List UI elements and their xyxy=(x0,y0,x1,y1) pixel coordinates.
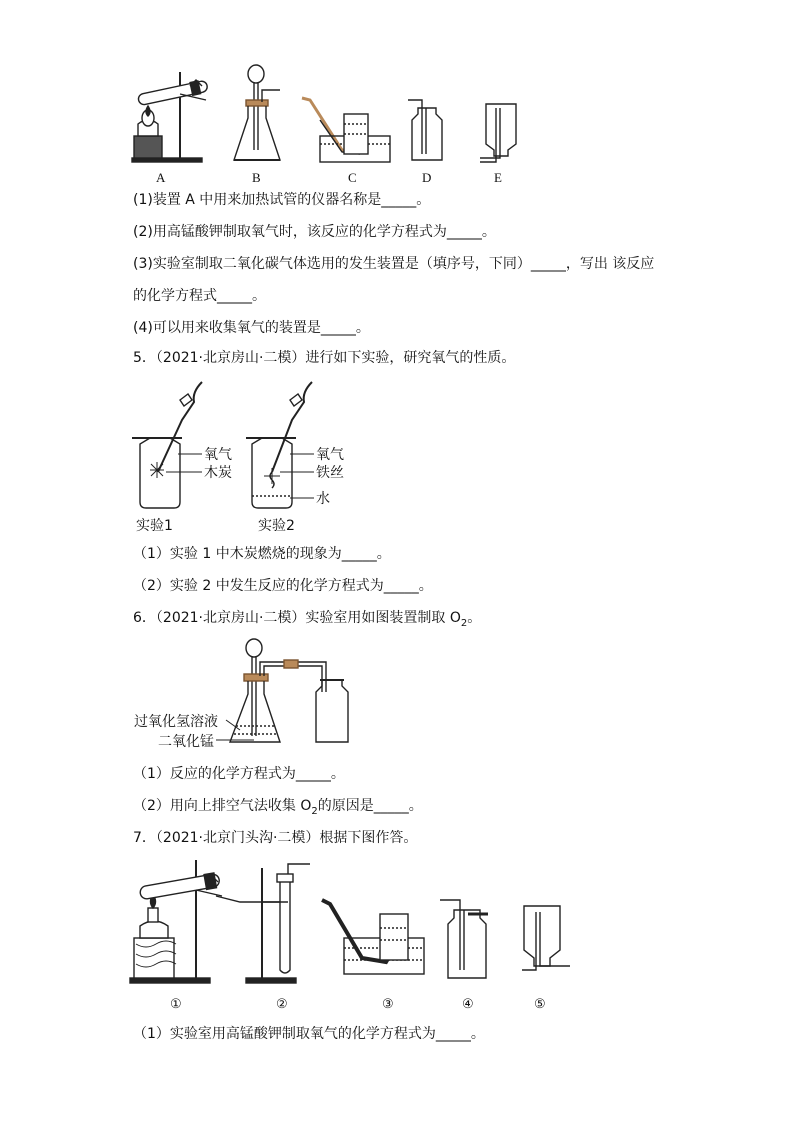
label-2: ② xyxy=(276,996,288,1011)
collection-bottle xyxy=(316,680,348,742)
figure-oxygen-experiments xyxy=(130,372,370,534)
label-exp1-oxygen: 氧气 xyxy=(204,447,232,463)
label-exp1-charcoal: 木炭 xyxy=(204,465,232,481)
q4-part3b: 的化学方程式_____。 xyxy=(133,288,266,304)
experiment1-leaders xyxy=(166,454,202,472)
q4-part3a: (3)实验室制取二氧化碳气体选用的发生装置是（填序号，下同）_____，写出 该反应 xyxy=(133,256,655,272)
caption-exp1: 实验1 xyxy=(136,518,173,534)
figure-apparatus-1-5 xyxy=(130,858,580,1018)
label-1: ① xyxy=(170,996,182,1011)
q6-part2-subscript: 2 xyxy=(311,805,318,817)
label-exp2-water: 水 xyxy=(316,491,330,507)
experiment2-leaders xyxy=(280,454,314,498)
experiment2-jar xyxy=(246,382,312,508)
q6-part2 xyxy=(133,796,423,822)
q6-stem xyxy=(133,608,481,634)
caption-exp2: 实验2 xyxy=(258,518,295,534)
q6-part2-end: 的原因是_____。 xyxy=(317,798,423,814)
apparatus-b xyxy=(234,65,280,160)
q6-stem-text: 6．（2021·北京房山·二模）实验室用如图装置制取 O xyxy=(133,610,461,626)
experiment1-jar xyxy=(132,382,202,508)
q5-part2: （2）实验 2 中发生反应的化学方程式为_____。 xyxy=(133,578,433,594)
q4-part1: (1)装置 A 中用来加热试管的仪器名称是_____。 xyxy=(133,192,431,208)
apparatus-5 xyxy=(522,906,570,970)
q7-stem: 7．（2021·北京门头沟·二模）根据下图作答。 xyxy=(133,830,418,846)
q5-part1: （1）实验 1 中木炭燃烧的现象为_____。 xyxy=(133,546,391,562)
q6-part2-text: （2）用向上排空气法收集 O xyxy=(133,798,312,814)
apparatus-2 xyxy=(246,864,310,983)
label-mno2: 二氧化锰 xyxy=(158,734,214,750)
label-b: B xyxy=(252,170,261,185)
label-exp2-oxygen: 氧气 xyxy=(316,447,344,463)
q6-stem-end: 。 xyxy=(467,610,482,626)
figure-apparatus-a-e xyxy=(130,62,530,188)
q5-stem: 5．（2021·北京房山·二模）进行如下实验，研究氧气的性质。 xyxy=(133,350,516,366)
apparatus-d xyxy=(408,100,442,160)
label-c: C xyxy=(348,170,357,185)
apparatus-c xyxy=(302,98,390,162)
label-a: A xyxy=(156,170,166,185)
apparatus-a xyxy=(132,72,208,162)
q6-stem-subscript: 2 xyxy=(460,617,468,629)
q4-part4: (4)可以用来收集氧气的装置是_____。 xyxy=(133,320,370,336)
label-exp2-iron-wire: 铁丝 xyxy=(316,465,344,481)
apparatus-4 xyxy=(440,900,488,978)
apparatus-3 xyxy=(322,900,424,974)
label-3: ③ xyxy=(382,996,394,1011)
label-h2o2-solution: 过氧化氢溶液 xyxy=(134,714,218,730)
q7-part1: （1）实验室用高锰酸钾制取氧气的化学方程式为_____。 xyxy=(133,1026,485,1042)
label-4: ④ xyxy=(462,996,474,1011)
q4-part2: (2)用高锰酸钾制取氧气时，该反应的化学方程式为_____。 xyxy=(133,224,496,240)
h2o2-flask xyxy=(230,639,326,742)
label-d: D xyxy=(422,170,432,185)
apparatus-1 xyxy=(130,860,288,983)
apparatus-e xyxy=(480,104,516,162)
figure-h2o2-apparatus xyxy=(130,636,370,756)
label-5: ⑤ xyxy=(534,996,546,1011)
label-e: E xyxy=(494,170,502,185)
q6-part1: （1）反应的化学方程式为_____。 xyxy=(133,766,345,782)
